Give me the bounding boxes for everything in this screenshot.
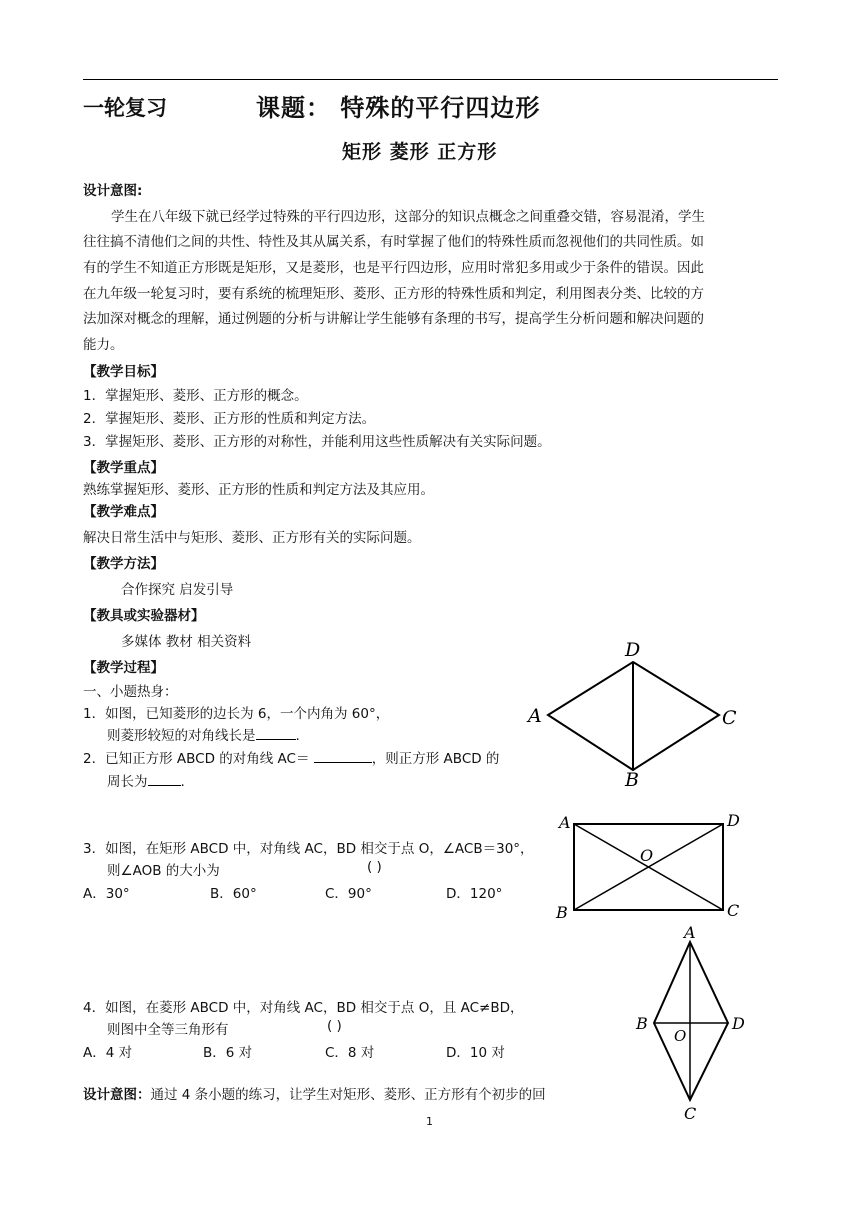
difficulties-heading: 【教学难点】 xyxy=(83,504,164,520)
question-3-line-2: 则∠AOB 的大小为 xyxy=(107,863,220,879)
vertex-label-c: C xyxy=(722,707,737,729)
design-intent-label: 设计意图: xyxy=(83,183,143,199)
answer-blank xyxy=(314,748,372,763)
question-4-line-1: 4．如图，在菱形 ABCD 中，对角线 AC，BD 相交于点 O，且 AC≠BD， xyxy=(83,1000,524,1016)
question-1-line-2: 则菱形较短的对角线长是 . xyxy=(107,724,300,744)
vertex-label-a: A xyxy=(684,923,696,942)
question-2-line-2: 周长为 . xyxy=(107,770,185,790)
design-intent-line: 能力。 xyxy=(83,337,124,353)
question-2-line-1: 2．已知正方形 ABCD 的对角线 AC＝ ，则正方形 ABCD 的 xyxy=(83,747,499,767)
closing-design-intent: 设计意图：通过 4 条小题的练习，让学生对矩形、菱形、正方形有个初步的回 xyxy=(83,1087,546,1103)
question-3-option: A．30° xyxy=(83,886,130,902)
objectives-heading: 【教学目标】 xyxy=(83,364,164,380)
methods-heading: 【教学方法】 xyxy=(83,556,164,572)
review-stage-label: 一轮复习 xyxy=(83,96,167,120)
design-intent-line: 法加深对概念的理解，通过例题的分析与讲解让学生能够有条理的书写，提高学生分析问题和解决问题的 xyxy=(83,311,704,327)
lesson-title: 课题： 特殊的平行四边形 xyxy=(256,94,541,122)
vertex-label-b: B xyxy=(625,769,639,791)
vertex-label-b: B xyxy=(556,903,568,922)
objective-item: 1．掌握矩形、菱形、正方形的概念。 xyxy=(83,388,308,404)
vertex-label-c: C xyxy=(684,1104,697,1122)
objective-item: 3．掌握矩形、菱形、正方形的对称性，并能利用这些性质解决有关实际问题。 xyxy=(83,434,551,450)
tall-rhombus-figure xyxy=(630,922,750,1122)
lesson-subtitle: 矩形 菱形 正方形 xyxy=(342,141,498,163)
tall-rhombus-outline xyxy=(654,942,728,1100)
objective-item: 2．掌握矩形、菱形、正方形的性质和判定方法。 xyxy=(83,411,376,427)
vertex-label-d: D xyxy=(732,1014,745,1033)
process-heading: 【教学过程】 xyxy=(83,660,164,676)
question-3-answer-paren: ( ) xyxy=(367,859,382,875)
question-4-option: B．6 对 xyxy=(203,1045,253,1061)
question-4-option: A．4 对 xyxy=(83,1045,133,1061)
question-4-line-2: 则图中全等三角形有 xyxy=(107,1022,229,1038)
key-points-heading: 【教学重点】 xyxy=(83,460,164,476)
question-3-option: C．90° xyxy=(325,886,372,902)
key-points-text: 熟练掌握矩形、菱形、正方形的性质和判定方法及其应用。 xyxy=(83,482,434,498)
vertex-label-a: A xyxy=(559,813,571,832)
materials-heading: 【教具或实验器材】 xyxy=(83,608,205,624)
rectangle-figure xyxy=(550,806,750,926)
methods-text: 合作探究 启发引导 xyxy=(121,582,234,598)
difficulties-text: 解决日常生活中与矩形、菱形、正方形有关的实际问题。 xyxy=(83,530,421,546)
vertex-label-c: C xyxy=(727,901,740,920)
question-3-line-1: 3．如图，在矩形 ABCD 中，对角线 AC，BD 相交于点 O，∠ACB＝30°， xyxy=(83,841,534,857)
question-3-option: D．120° xyxy=(446,886,503,902)
vertex-label-a: A xyxy=(528,705,542,727)
question-1-line-1: 1．如图，已知菱形的边长为 6，一个内角为 60°， xyxy=(83,706,390,722)
design-intent-line: 有的学生不知道正方形既是矩形，又是菱形，也是平行四边形，应用时常犯多用或少于条件的错误。因此 xyxy=(83,260,704,276)
answer-blank xyxy=(256,725,296,740)
design-intent-line: 在九年级一轮复习时，要有系统的梳理矩形、菱形、正方形的特殊性质和判定，利用图表分类、比较的方 xyxy=(83,286,704,302)
vertex-label-d: D xyxy=(727,811,740,830)
materials-text: 多媒体 教材 相关资料 xyxy=(121,634,252,650)
vertex-label-b: B xyxy=(636,1014,648,1033)
rhombus-figure xyxy=(520,636,750,796)
question-4-option: C．8 对 xyxy=(325,1045,375,1061)
header-rule xyxy=(83,79,778,80)
design-intent-line: 学生在八年级下就已经学过特殊的平行四边形，这部分的知识点概念之间重叠交错，容易混淆，学生 xyxy=(111,209,705,225)
design-intent-line: 往往搞不清他们之间的共性、特性及其从属关系，有时掌握了他们的特殊性质而忽视他们的共同性质。如 xyxy=(83,234,704,250)
vertex-label-d: D xyxy=(625,639,641,661)
answer-blank xyxy=(148,771,181,786)
warmup-heading: 一、小题热身： xyxy=(83,684,178,700)
center-label-o: O xyxy=(640,846,654,865)
page-number: 1 xyxy=(426,1115,433,1128)
question-3-option: B．60° xyxy=(210,886,257,902)
question-4-answer-paren: ( ) xyxy=(327,1018,342,1034)
center-label-o: O xyxy=(674,1027,687,1045)
question-4-option: D．10 对 xyxy=(446,1045,505,1061)
